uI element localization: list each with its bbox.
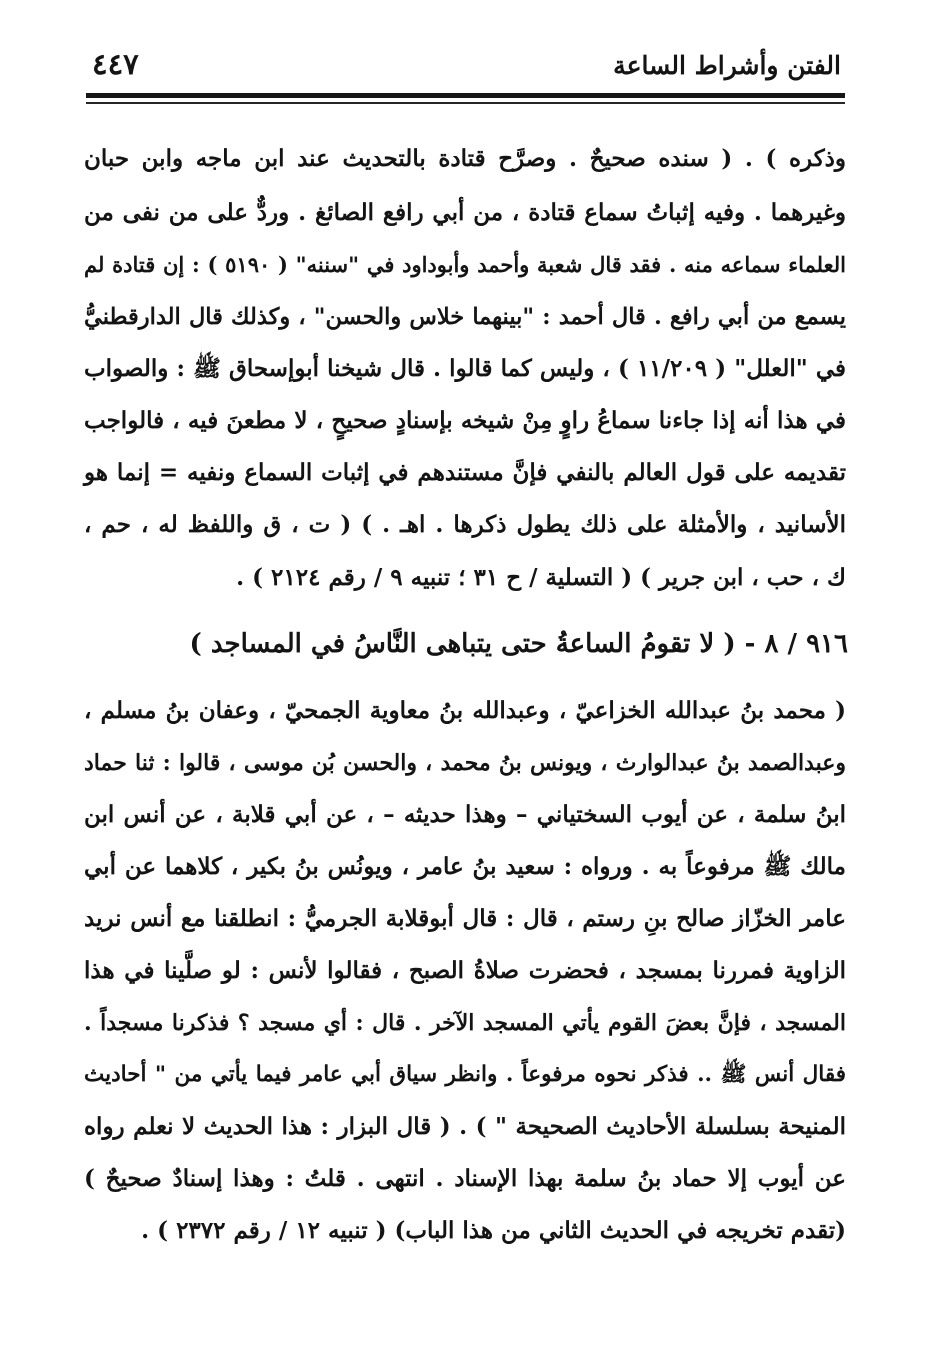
header-rule-thick: [86, 93, 845, 98]
text-line: مالك ﷺ مرفوعاً به . ورواه : سعيد بنُ عامر ، ويونُس بنُ بكير ، كلاهما عن أبي: [84, 853, 846, 880]
text-line: في "العلل" ( ١١/٢٠٩ ) ، وليس كما قالوا . قال شيخنا أبوإسحاق ﷺ : والصواب: [84, 355, 846, 382]
text-line: عن أيوب إلا حماد بنُ سلمة بهذا الإسناد . انتهى . قلتُ : وهذا إسنادٌ صحيحٌ ): [84, 1165, 846, 1192]
text-line: ( محمد بنُ عبدالله الخزاعيّ ، وعبدالله بنُ معاوية الجمحيّ ، وعفان بنُ مسلم ،: [84, 697, 846, 724]
running-title: الفتن وأشراط الساعة: [613, 51, 841, 80]
hadith-heading: ٩١٦ / ٨ - ( لا تقومُ الساعةُ حتى يتباهى النَّاسُ في المساجد ): [189, 629, 848, 659]
text-line: فقال أنس ﷺ .. فذكر نحوه مرفوعاً . وانظر سياق أبي عامر فيما يأتي من " أحاديث: [84, 1062, 846, 1087]
text-line: الأسانيد ، والأمثلة على ذلك يطول ذكرها . اهـ . ) ( ت ، ق واللفظ له ، حم ،: [84, 511, 846, 538]
text-line: ك ، حب ، ابن جرير ) ( التسلية / ح ٣١ ؛ تنبيه ٩ / رقم ٢١٢٤ ) .: [236, 564, 846, 591]
page-number: ٤٤٧: [92, 47, 139, 81]
header-rule-thin: [86, 102, 845, 104]
text-line: يسمع من أبي رافع . قال أحمد : "بينهما خلاس والحسن" ، وكذلك قال الدارقطنيُّ: [84, 304, 846, 330]
page-header: [88, 40, 843, 90]
text-line: عامر الخزّاز صالح بنِ رستم ، قال : قال أبوقلابة الجرميُّ : انطلقنا مع أنس نريد: [84, 905, 846, 932]
text-line: المنيحة بسلسلة الأحاديث الصحيحة " ) . ( قال البزار : هذا الحديث لا نعلم رواه: [84, 1113, 846, 1140]
text-line: وذكره ) . ( سنده صحيحٌ . وصرَّح قتادة بالتحديث عند ابن ماجه وابن حبان: [84, 145, 846, 172]
text-line: وغيرهما . وفيه إثباتُ سماع قتادة ، من أبي رافع الصائغ . وردٌّ على من نفى من: [84, 199, 846, 226]
text-line: (تقدم تخريجه في الحديث الثاني من هذا الباب) ( تنبيه ١٢ / رقم ٢٣٧٢ ) .: [141, 1217, 846, 1244]
text-line: في هذا أنه إذا جاءنا سماعُ راوٍ مِنْ شيخه بإسنادٍ صحيحٍ ، لا مطعنَ فيه ، فالواجب: [84, 407, 846, 434]
text-line: ابنُ سلمة ، عن أيوب السختياني – وهذا حديثه – ، عن أبي قلابة ، عن أنس ابن: [84, 801, 846, 828]
text-line: العلماء سماعه منه . فقد قال شعبة وأحمد وأبوداود في "سننه" ( ٥١٩٠ ) : إن قتادة لم: [84, 252, 846, 277]
text-line: الزاوية فمررنا بمسجد ، فحضرت صلاةُ الصبح ، فقالوا لأنس : لو صلَّينا في هذا: [84, 957, 846, 984]
text-line: تقديمه على قول العالم بالنفي فإنَّ مستندهم في إثبات السماع ونفيه = إنما هو: [84, 459, 846, 486]
text-line: المسجد ، فإنَّ بعضَ القوم يأتي المسجد الآخر . قال : أي مسجد ؟ فذكرنا مسجداً .: [84, 1010, 846, 1036]
text-line: وعبدالصمد بنُ عبدالوارث ، ويونس بنُ محمد ، والحسن بُن موسى ، قالوا : ثنا حماد: [84, 750, 846, 776]
